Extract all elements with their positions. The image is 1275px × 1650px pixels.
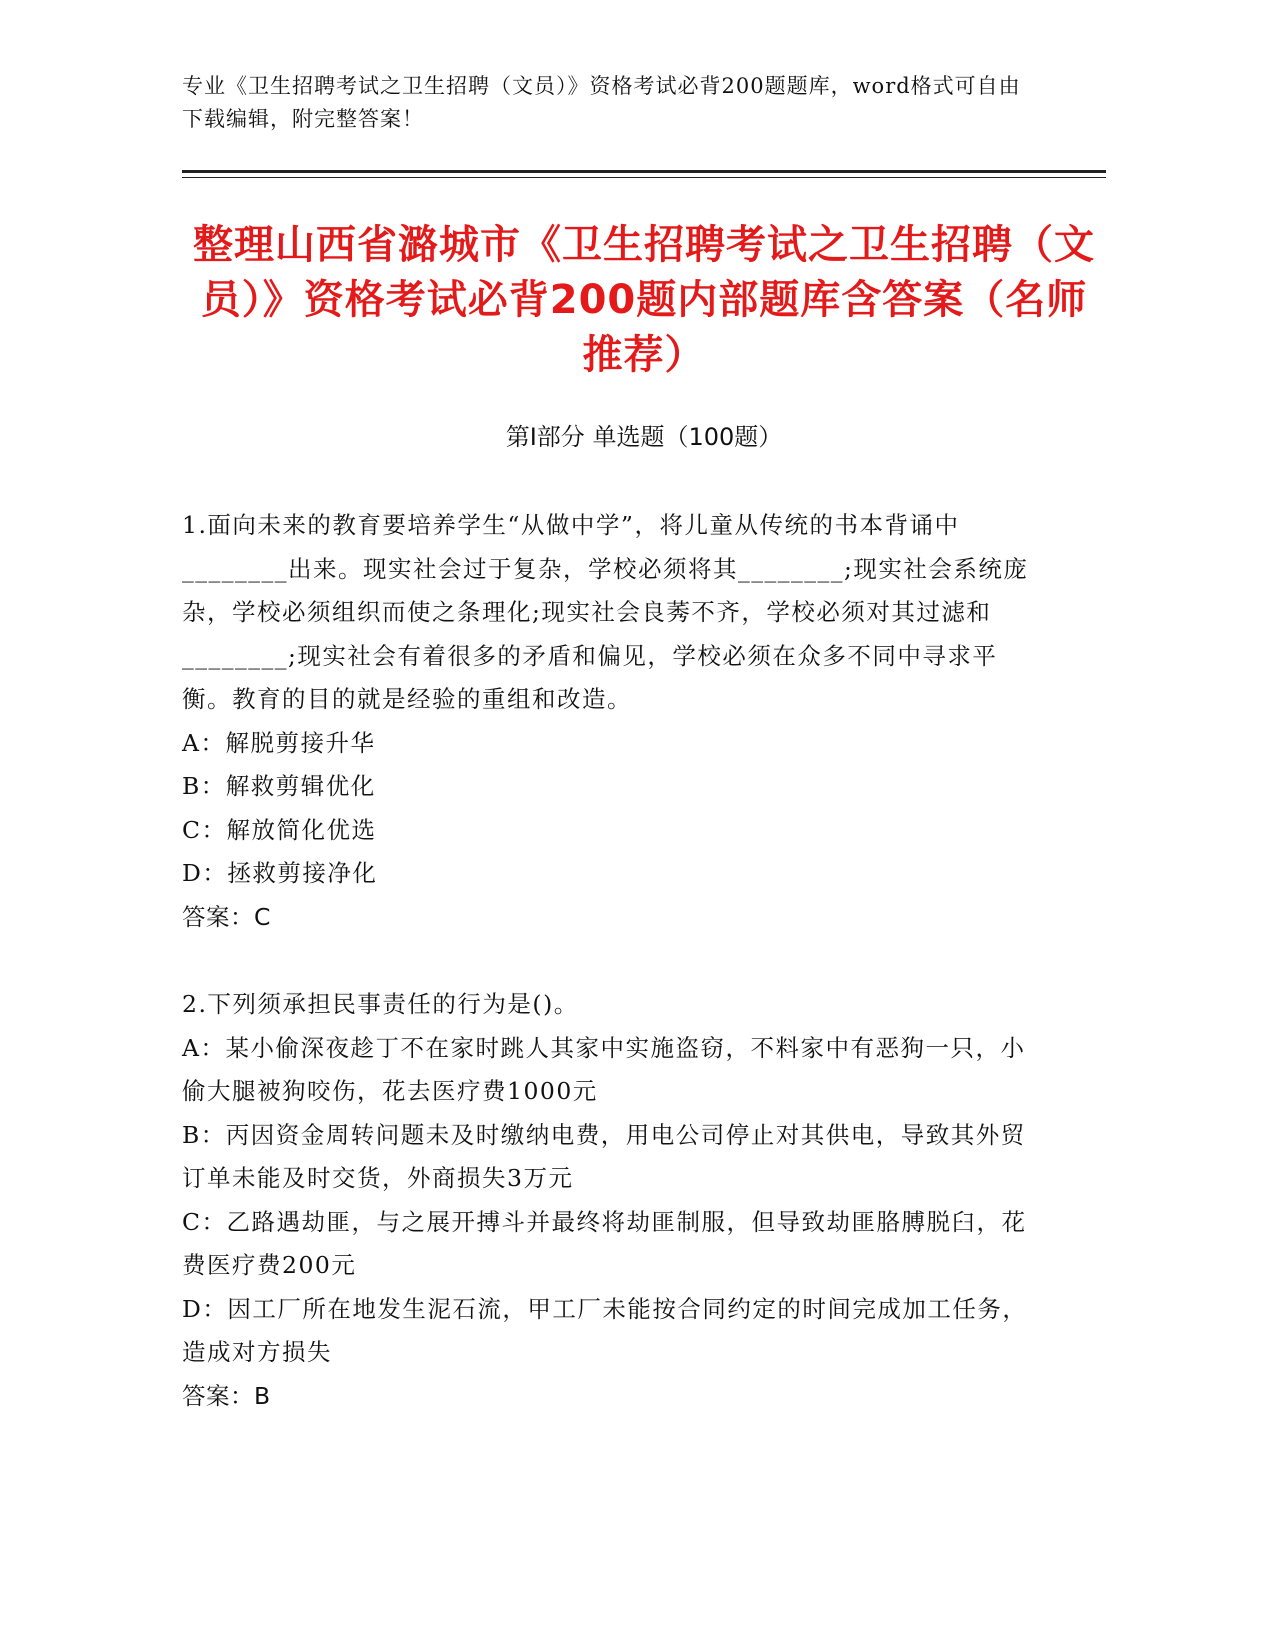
option-d: D：拯救剪接净化 [182,859,378,887]
option-b: B：丙因资金周转问题未及时缴纳电费，用电公司停止对其供电，导致其外贸订单未能及时交货，外商损失3万元 [182,1120,1026,1192]
header-note: 专业《卫生招聘考试之卫生招聘（文员）》资格考试必背200题题库，word格式可自由下载编辑，附完整答案！ [182,74,1021,131]
option-a: A：解脱剪接升华 [182,728,376,757]
header-rule-thick [182,170,1106,173]
option-b: B：解救剪辑优化 [182,772,376,800]
option-c: C：解放简化优选 [182,815,377,844]
answer: 答案：B [182,1381,271,1410]
question-1 [182,504,1042,939]
option-d: D：因工厂所在地发生泥石流，甲工厂未能按合同约定的时间完成加工任务，造成对方损失 [182,1294,1028,1366]
option-a: A：某小偷深夜趁丁不在家时跳人其家中实施盗窃，不料家中有恶狗一只，小偷大腿被狗咬伤，花去医疗费1000元 [182,1033,1026,1105]
question-stem: 2.下列须承担民事责任的行为是()。 [182,990,579,1018]
header-rule-thin [182,177,1106,178]
answer: 答案：C [182,902,271,931]
section-heading: 第Ⅰ部分 单选题（100题） [505,423,783,451]
question-stem: 1.面向未来的教育要培养学生“从做中学”，将儿童从传统的书本背诵中________出来。现实社会过于复杂，学校必须将其________;现实社会系统庞杂，学校必须组织而使之条理化;现实社会良莠不齐，学校必须对其过滤和________;现实社会有着很多的矛盾和偏见，学校必须在众多不同中寻求平衡。教育的目的就是经验的重组和改造。 [182,511,1029,713]
option-c: C：乙路遇劫匪，与之展开搏斗并最终将劫匪制服，但导致劫匪胳膊脱臼，花费医疗费200元 [182,1207,1027,1279]
question-2 [182,983,1042,1418]
document-title: 整理山西省潞城市《卫生招聘考试之卫生招聘（文员）》资格考试必背200题内部题库含答案（名师推荐） [193,222,1095,378]
question-list [182,504,1042,1462]
